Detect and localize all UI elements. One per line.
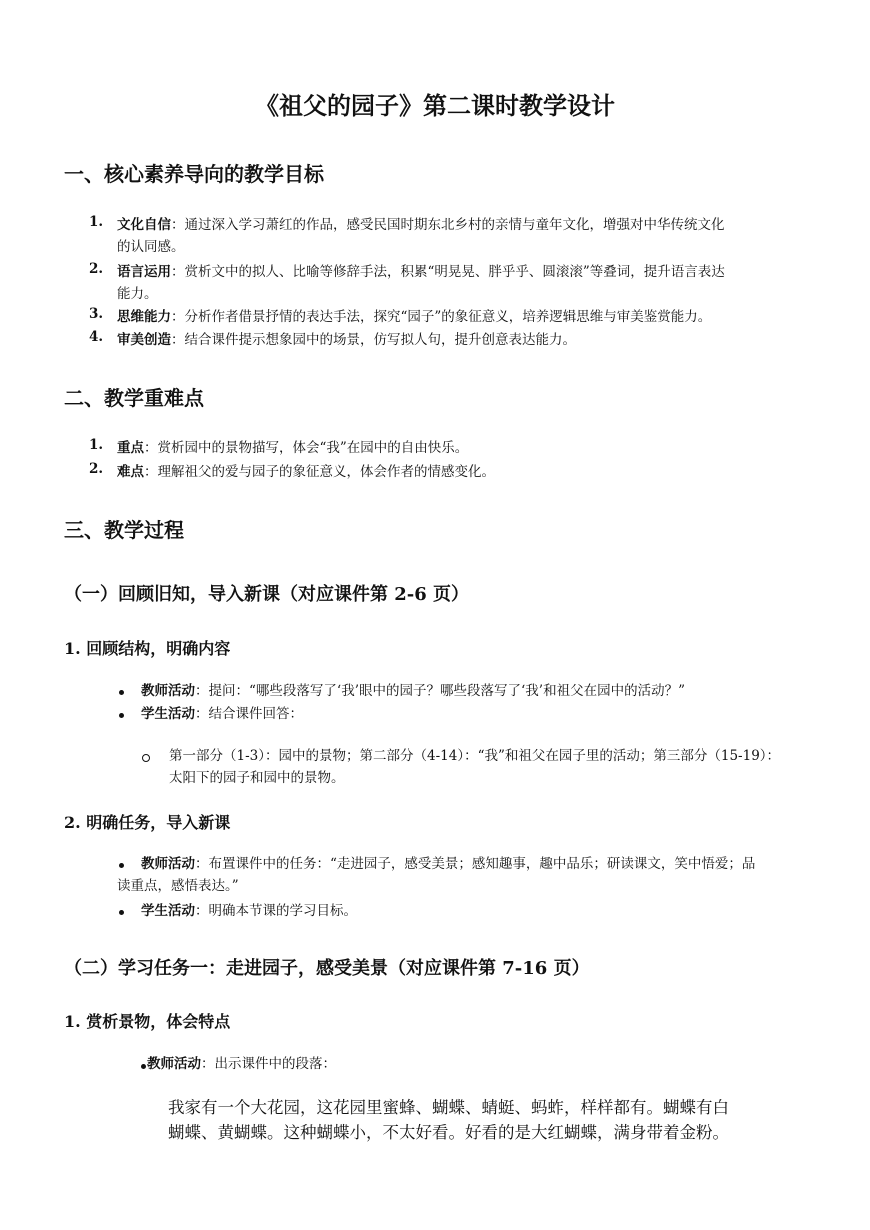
activity-text-cont: 读重点，感悟表达。” <box>117 878 239 894</box>
page-title: 《祖父的园子》第二课时教学设计 <box>255 92 615 120</box>
item-line <box>117 437 468 459</box>
step-heading: 2. 明确任务，导入新课 <box>64 813 231 832</box>
teacher-activity <box>117 853 755 875</box>
activity-label: 学生活动 <box>141 706 195 722</box>
item-text: ：分析作者借景抒情的表达手法，探究“园子”的象征意义，培养逻辑思维与审美鉴赏能力。 <box>171 309 712 325</box>
subsection-heading-review: （一）回顾旧知，导入新课（对应课件第 2-6 页） <box>64 584 470 605</box>
section-heading-process: 三、教学过程 <box>64 518 184 542</box>
activity-text: ：布置课件中的任务：“走进园子，感受美景；感知趣事，趣中品乐；研读课文，笑中悟爱；品 <box>195 856 756 872</box>
step-heading: 1. 赏析景物，体会特点 <box>64 1012 231 1031</box>
activity-label: 教师活动 <box>147 1056 201 1072</box>
item-number: 3. <box>89 306 104 322</box>
item-label: 文化自信 <box>117 217 171 233</box>
student-activity <box>141 900 357 922</box>
item-text: ：赏析文中的拟人、比喻等修辞手法，积累“明晃晃、胖乎乎、圆滚滚”等叠词，提升语言表达 <box>171 264 725 280</box>
item-text-cont: 的认同感。 <box>117 239 185 255</box>
item-text: ：通过深入学习萧红的作品，感受民国时期东北乡村的亲情与童年文化，增强对中华传统文化 <box>171 217 725 233</box>
teacher-activity <box>141 680 685 702</box>
bullet-icon <box>119 910 124 915</box>
item-line <box>117 306 711 328</box>
quoted-passage-line: 蝴蝶、黄蝴蝶。这种蝴蝶小，不太好看。好看的是大红蝴蝶，满身带着金粉。 <box>168 1123 729 1142</box>
subsection-heading-task-one: （二）学习任务一：走进园子，感受美景（对应课件第 7-16 页） <box>64 958 590 979</box>
section-heading-key-points: 二、教学重难点 <box>64 386 204 410</box>
item-line <box>117 261 725 283</box>
item-text: ：赏析园中的景物描写，体会“我”在园中的自由快乐。 <box>144 440 469 456</box>
item-label: 难点 <box>117 464 144 480</box>
item-text: ：结合课件提示想象园中的场景，仿写拟人句，提升创意表达能力。 <box>171 332 576 348</box>
item-number: 1. <box>89 214 104 230</box>
section-heading-goals: 一、核心素养导向的教学目标 <box>64 162 324 186</box>
item-number: 1. <box>89 437 104 453</box>
item-text: ：理解祖父的爱与园子的象征意义，体会作者的情感变化。 <box>144 464 495 480</box>
step-heading: 1. 回顾结构，明确内容 <box>64 639 231 658</box>
activity-text: ：出示课件中的段落： <box>201 1056 336 1072</box>
item-label: 审美创造 <box>117 332 171 348</box>
sub-item-text-cont: 太阳下的园子和园中的景物。 <box>169 770 345 786</box>
item-number: 2. <box>89 261 104 277</box>
activity-text: ：提问：“哪些段落写了‘我’眼中的园子？哪些段落写了‘我’和祖父在园中的活动？” <box>195 683 685 699</box>
item-line <box>117 461 495 483</box>
student-activity <box>141 703 303 725</box>
circle-bullet-icon <box>142 754 150 762</box>
item-text-cont: 能力。 <box>117 286 158 302</box>
sub-item-text: 第一部分（1-3）：园中的景物；第二部分（4-14）：“我”和祖父在园子里的活动；第三部分（15-19）： <box>169 748 781 764</box>
item-line <box>117 214 725 236</box>
item-number: 4. <box>89 329 104 345</box>
item-number: 2. <box>89 461 104 477</box>
activity-label: 教师活动 <box>141 856 195 872</box>
teacher-activity <box>147 1053 336 1075</box>
quoted-passage-line: 我家有一个大花园，这花园里蜜蜂、蝴蝶、蜻蜓、蚂蚱，样样都有。蝴蝶有白 <box>168 1098 729 1117</box>
item-label: 语言运用 <box>117 264 171 280</box>
activity-label: 教师活动 <box>141 683 195 699</box>
item-label: 思维能力 <box>117 309 171 325</box>
item-label: 重点 <box>117 440 144 456</box>
activity-text: ：结合课件回答： <box>195 706 303 722</box>
activity-label: 学生活动 <box>141 903 195 919</box>
bullet-icon <box>141 1064 146 1069</box>
item-line <box>117 329 576 351</box>
bullet-icon <box>119 713 124 718</box>
activity-text: ：明确本节课的学习目标。 <box>195 903 357 919</box>
bullet-icon <box>119 690 124 695</box>
